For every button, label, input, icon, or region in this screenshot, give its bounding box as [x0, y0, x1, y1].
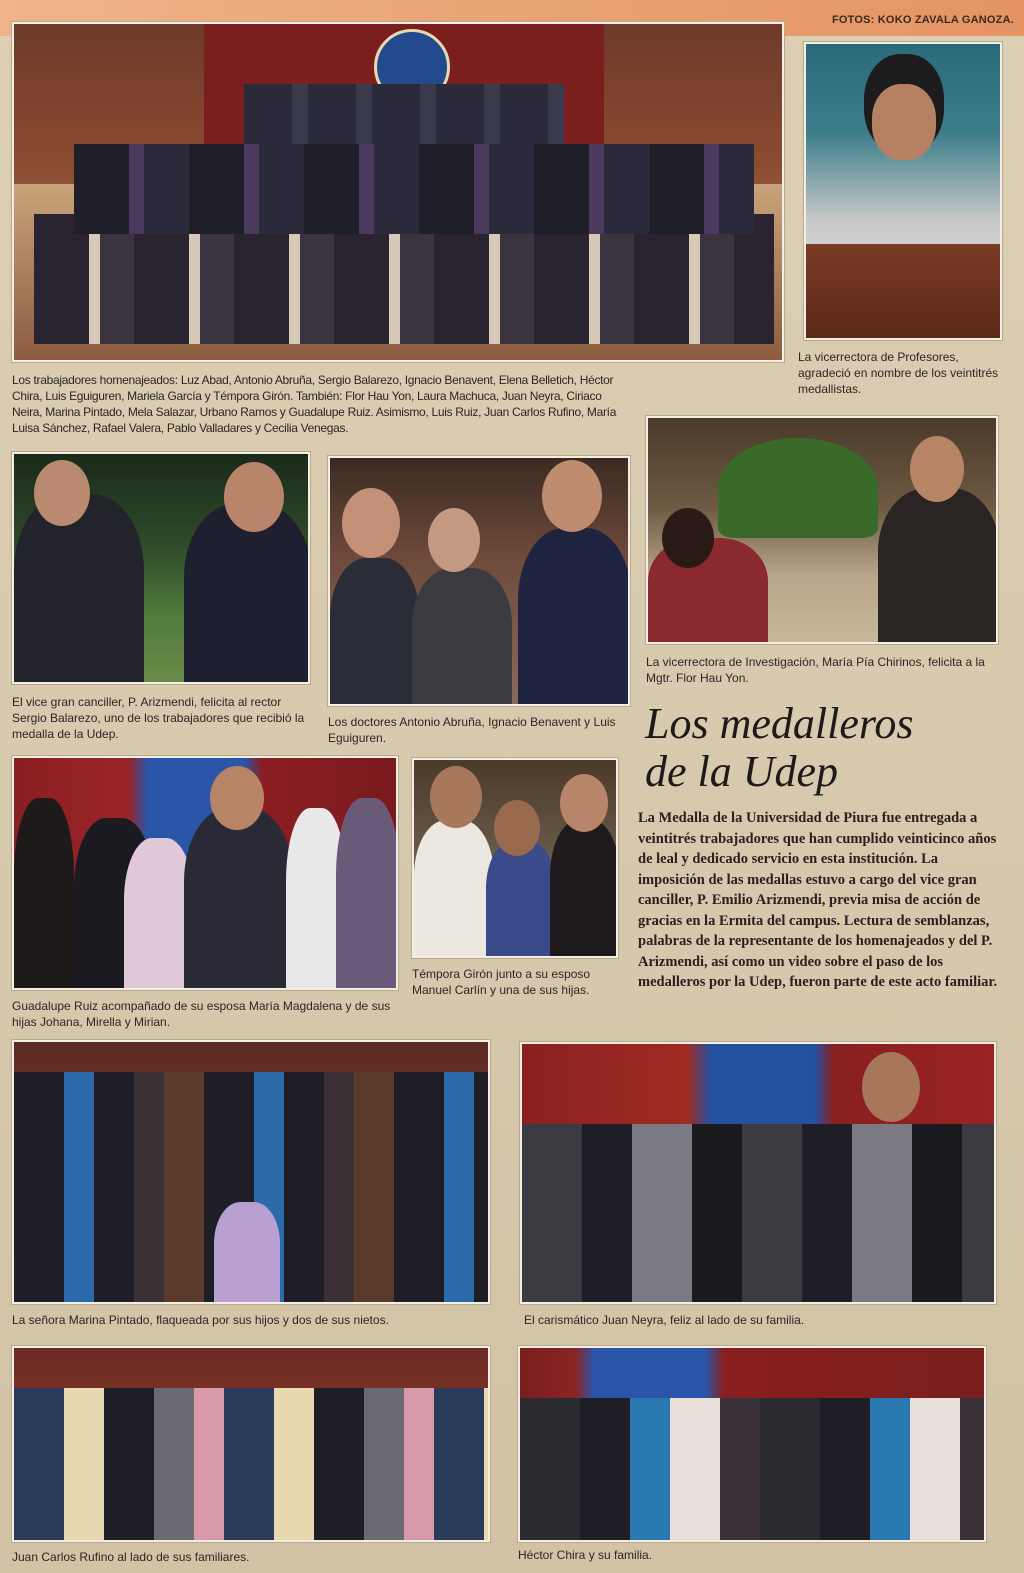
marina-family-photo — [12, 1040, 490, 1304]
caption-doctores: Los doctores Antonio Abruña, Ignacio Benavent y Luis Eguiguren. — [328, 715, 616, 745]
photo-credit: FOTOS: KOKO ZAVALA GANOZA. — [831, 14, 1014, 26]
group-photo — [12, 22, 784, 362]
caption-rufino: Juan Carlos Rufino al lado de sus familiares. — [12, 1550, 250, 1564]
vicerrectora-profesores-photo — [804, 42, 1002, 340]
tempora-family-photo — [412, 758, 618, 958]
guadalupe-family-photo — [12, 756, 398, 990]
headline-line-1: Los medalleros — [645, 699, 914, 748]
caption-juan-neyra: El carismático Juan Neyra, feliz al lado de su familia. — [524, 1313, 805, 1327]
rufino-family-photo — [12, 1346, 490, 1542]
caption-tempora: Témpora Girón junto a su esposo Manuel Carlín y una de sus hijas. — [412, 967, 591, 997]
doctores-photo — [328, 456, 630, 706]
caption-marina: La señora Marina Pintado, flaqueada por sus hijos y dos de sus nietos. — [12, 1313, 389, 1327]
juan-neyra-family-photo — [520, 1042, 996, 1304]
caption-vicerrectora-investigacion: La vicerrectora de Investigación, María Pía Chirinos, felicita a la Mgtr. Flor Hau Yon. — [646, 655, 985, 685]
article-body: La Medalla de la Universidad de Piura fue entregada a veintitrés trabajadores que han cumplido veinticinco años de leal y dedicado servicio en esta institución. La imposición de las medallas estuvo a cargo del vice gran canciller, P. Emilio Arizmendi, previa misa de acción de gracias en la Ermita del campus. Lectura de semblanzas, palabras de la representante de los homenajeados y del P. Arizmendi, así como un video sobre el paso de los medalleros por la Udep, fueron parte de este acto familiar. — [638, 810, 998, 990]
caption-vicerrectora-profesores: La vicerrectora de Profesores, agradeció en nombre de los veintitrés medallistas. — [798, 350, 999, 396]
vice-gran-canciller-photo — [12, 452, 310, 684]
caption-vice-gran-canciller: El vice gran canciller, P. Arizmendi, felicita al rector Sergio Balarezo, uno de los trabajadores que recibió la medalla de la Udep. — [12, 695, 305, 741]
headline-line-2: de la Udep — [645, 747, 839, 796]
caption-group: Los trabajadores homenajeados: Luz Abad, Antonio Abruña, Sergio Balarezo, Ignacio Benavent, Elena Belletich, Héctor Chira, Luis Eguiguren, Mariela García y Témpora Girón. También: Flor Hau Yon, Laura Machuca, Juan Neyra, Ciriaco Neira, Marina Pintado, Mela Salazar, Urbano Ramos y Guadalupe Ruiz. Asimismo, Luis Ruiz, Juan Carlos Rufino, María Luisa Sánchez, Rafael Valera, Pablo Valladares y Cecilia Venegas. — [12, 373, 617, 435]
vicerrectora-investigacion-photo — [646, 416, 998, 644]
caption-guadalupe: Guadalupe Ruiz acompañado de su esposa María Magdalena y de sus hijas Johana, Mirella y Mirian. — [12, 999, 391, 1029]
caption-chira: Héctor Chira y su familia. — [518, 1548, 653, 1562]
article-headline — [645, 700, 1005, 796]
chira-family-photo — [518, 1346, 986, 1542]
